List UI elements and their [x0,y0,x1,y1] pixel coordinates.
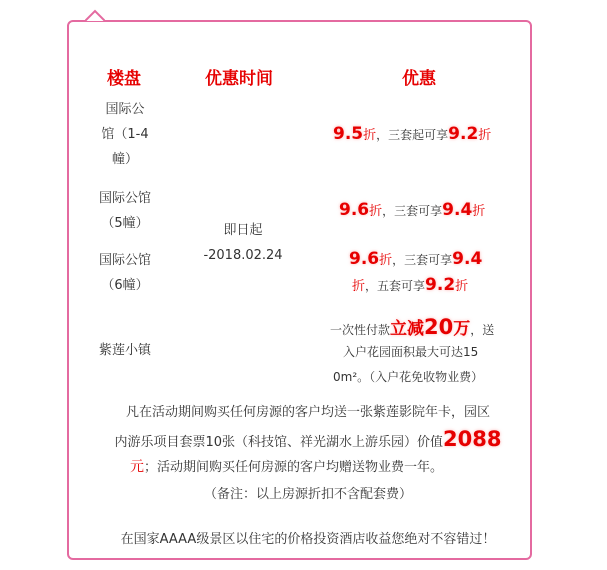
discount-value: 20 [424,315,454,339]
discount-unit: 折 [352,279,366,294]
row1-name-line: 馆（1-4 [101,127,149,142]
promo-line1: 凡在活动期间购买任何房源的客户均送一张紫莲影院年卡，园区 [125,405,490,420]
footer-slogan: 在国家AAAA级景区以住宅的价格投资酒店收益您绝对不容错过！ [120,532,496,547]
discount-value: 9.6 [339,200,370,220]
period [193,218,293,268]
row2-name [90,186,160,236]
row1-offer [333,124,491,144]
header-period: 优惠时间 [205,69,273,89]
discount-unit: 折 [455,279,469,294]
discount-value: 9.6 [349,249,380,269]
row4-name [88,338,162,363]
row1-name-line: 幢） [111,152,138,167]
promo-line2 [99,427,517,455]
discount-value: 9.5 [333,124,364,144]
discount-unit: 折 [369,204,383,219]
discount-unit: 折 [478,128,492,143]
offer-text: ，五套可享 [365,279,426,293]
row3-name-line: （6幢） [101,278,149,293]
promo-text: 内游乐项目套票10张（科技馆、祥光湖水上游乐园）价值 [114,435,444,450]
row1-name-line: 国际公 [105,102,145,117]
discount-label: 立减 [390,319,425,339]
header-property: 楼盘 [107,69,141,89]
promo-line3 [130,455,548,480]
discount-unit: 折 [363,128,377,143]
row3-offer-line2 [352,275,468,295]
offer-text: ，三套可享 [392,253,453,267]
offer-text: ，送 [470,323,495,337]
row4-offer-line3: 0m²。（入户花免收物业费） [333,370,484,384]
discount-value: 9.2 [425,275,456,295]
discount-value: 9.4 [442,200,473,220]
row4-offer-line2: 入户花园面积最大可达15 [343,345,479,359]
period-line: 即日起 [223,223,263,238]
offer-text: ，三套可享 [382,204,443,218]
discount-value: 9.2 [448,124,479,144]
row4-offer-line1 [330,314,494,339]
offer-text: ，三套起可享 [376,128,449,142]
discount-unit: 万 [453,319,471,339]
discount-unit: 折 [379,253,393,268]
row2-name-line: 国际公馆 [98,191,151,206]
discount-unit: 折 [472,204,486,219]
period-line: -2018.02.24 [203,248,283,263]
row3-name [90,248,160,298]
row2-name-line: （5幢） [101,216,149,231]
promo-note: （备注：以上房源折扣不含配套费） [203,487,412,502]
row1-name [90,97,160,172]
row2-offer [339,200,485,220]
offer-text: 一次性付款 [330,323,391,337]
promo-unit: 元 [130,459,144,475]
promo-text: ；活动期间购买任何房源的客户均赠送物业费一年。 [144,460,444,475]
row3-name-line: 国际公馆 [98,253,151,268]
row4-name-line: 紫莲小镇 [98,343,151,358]
promo-value: 2088 [443,427,502,451]
header-offer: 优惠 [402,69,436,89]
discount-value: 9.4 [452,249,483,269]
row3-offer-line1 [349,249,482,269]
